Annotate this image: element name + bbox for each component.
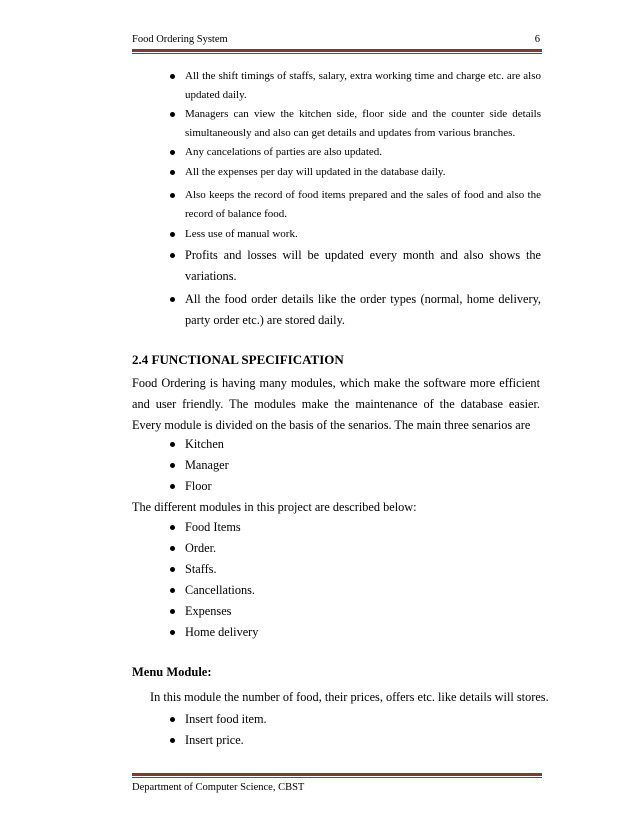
bullet-item: Managers can view the kitchen side, floor side and the counter side details simultaneously and also can get details and updates from various branches.	[185, 105, 541, 143]
bullet-item: Profits and losses will be updated every month and also shows the variations.	[185, 245, 541, 287]
section-heading: 2.4 FUNCTIONAL SPECIFICATION	[132, 352, 344, 367]
footer-rule-thick	[132, 773, 542, 776]
section-paragraph: Food Ordering is having many modules, which make the software more efficient and user friendly. The modules make the maintenance of the database easier. Every module is divided on the basis of the senarios. The main three senarios are	[132, 376, 540, 432]
footer-rule-thin	[132, 777, 542, 778]
bullet-item: Less use of manual work.	[185, 225, 541, 244]
menu-module-item: Insert food item.	[185, 709, 267, 729]
modules-intro: The different modules in this project are described below:	[132, 500, 417, 514]
module-item: Food Items	[185, 517, 241, 537]
header-rule-thick	[132, 49, 542, 52]
bullet-item: All the food order details like the order types (normal, home delivery, party order etc.) are stored daily.	[185, 289, 541, 331]
module-item: Order.	[185, 538, 216, 558]
bullet-item: Also keeps the record of food items prepared and the sales of food and also the record of balance food.	[185, 186, 541, 224]
bullet-item: All the expenses per day will updated in the database daily.	[185, 163, 541, 182]
page-number: 6	[534, 34, 540, 45]
scenario-item: Manager	[185, 455, 229, 475]
bullet-item: Any cancelations of parties are also updated.	[185, 143, 541, 162]
menu-module-item: Insert price.	[185, 730, 244, 750]
scenario-item: Kitchen	[185, 434, 224, 454]
module-item: Cancellations.	[185, 580, 255, 600]
page-footer: Department of Computer Science, CBST	[132, 782, 305, 793]
menu-module-text: In this module the number of food, their prices, offers etc. like details will stores.	[150, 690, 549, 704]
page-header	[132, 34, 540, 48]
scenario-item: Floor	[185, 476, 212, 496]
module-item: Expenses	[185, 601, 231, 621]
module-item: Home delivery	[185, 622, 258, 642]
menu-module-heading: Menu Module:	[132, 665, 212, 679]
header-title: Food Ordering System	[132, 34, 228, 45]
module-item: Staffs.	[185, 559, 217, 579]
bullet-item: All the shift timings of staffs, salary, extra working time and charge etc. are also updated daily.	[185, 67, 541, 105]
header-rule-thin	[132, 53, 542, 54]
